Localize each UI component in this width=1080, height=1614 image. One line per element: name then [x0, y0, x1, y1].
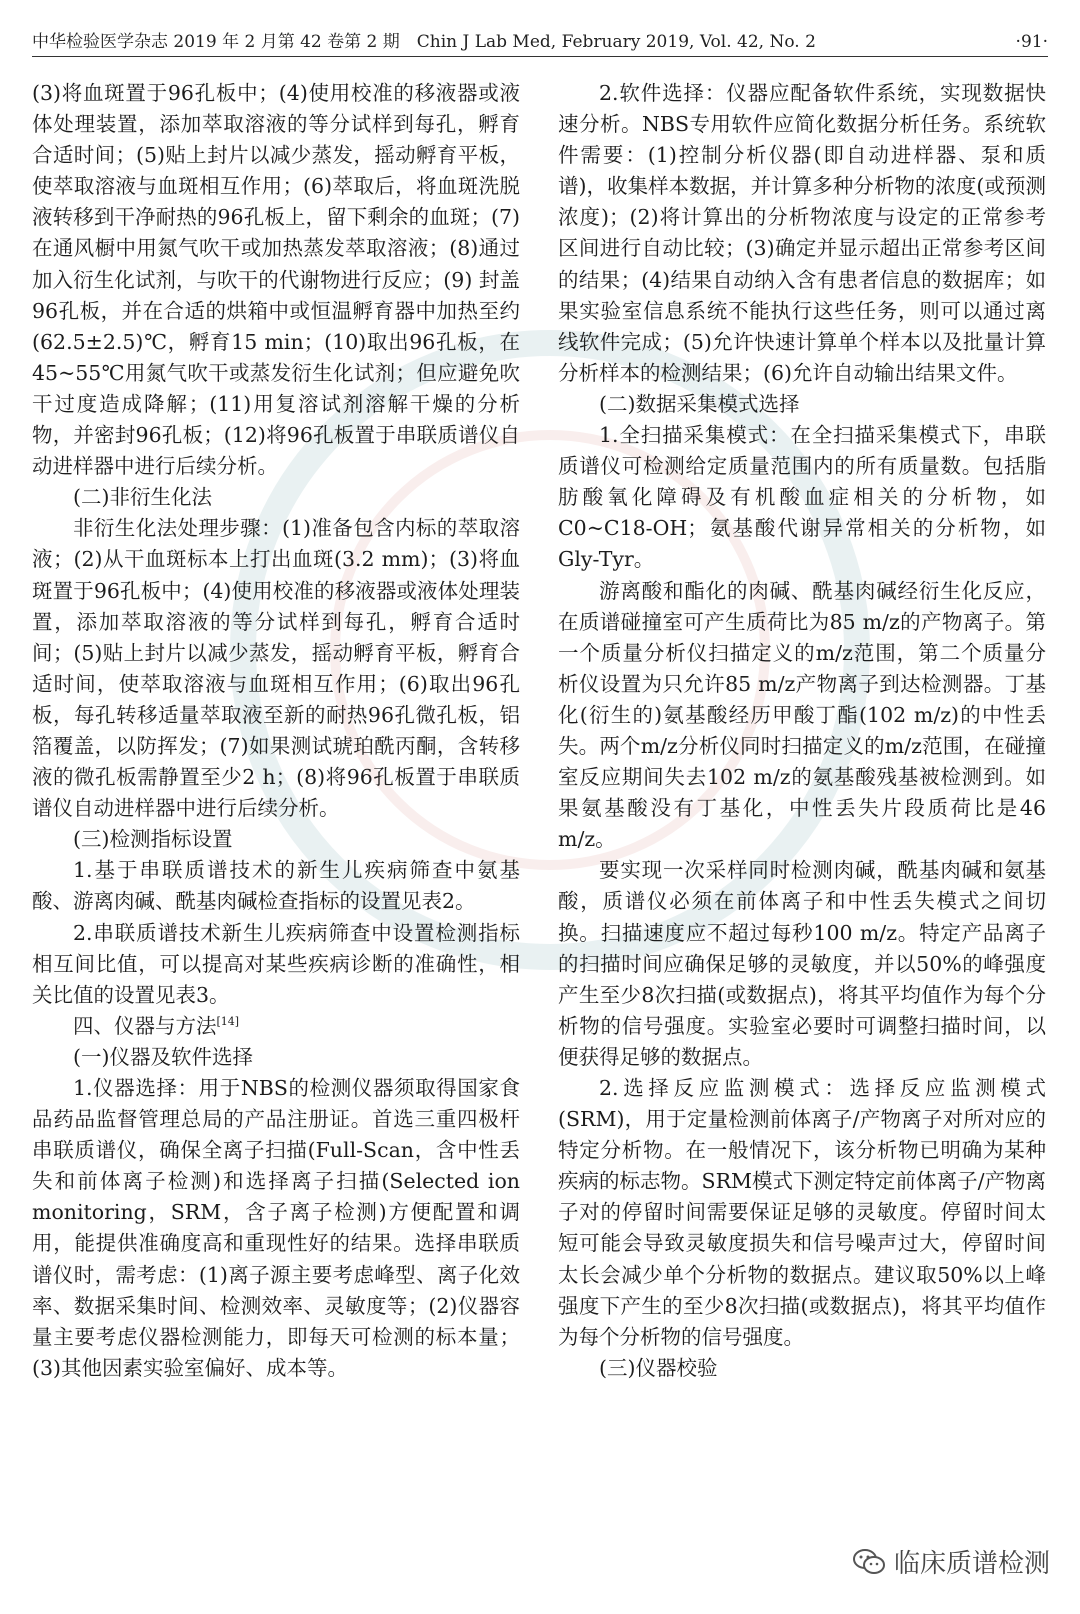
right-column: [558, 78, 1046, 1384]
journal-citation: 中华检验医学杂志 2019 年 2 月第 42 卷第 2 期 Chin J Lab Med, February 2019, Vol. 42, No. 2: [32, 32, 816, 52]
subheading: (三)仪器校验: [599, 1355, 718, 1380]
brand-name: 临床质谱检测: [893, 1549, 1050, 1579]
subheading: (二)非衍生化法: [73, 485, 212, 510]
subheading: (一)仪器及软件选择: [73, 1044, 253, 1069]
wechat-icon: [852, 1547, 886, 1577]
footer-brand[interactable]: [852, 1543, 1050, 1580]
paragraph: 1.全扫描采集模式：在全扫描采集模式下，串联质谱仪可检测给定质量范围内的所有质量数。包括脂肪酸氧化障碍及有机酸血症相关的分析物，如C0~C18-OH；氨基酸代谢异常相关的分析物，如Gly-Tyr。: [558, 423, 1046, 572]
section-heading-text: 四、仪器与方法: [73, 1013, 217, 1038]
citation-ref: [14]: [216, 1014, 240, 1028]
section-heading: [32, 1011, 520, 1042]
paragraph: 2.串联质谱技术新生儿疾病筛查中设置检测指标相互间比值，可以提高对某些疾病诊断的准确性，相关比值的设置见表3。: [32, 920, 520, 1007]
paragraph: (3)将血斑置于96孔板中；(4)使用校准的移液器或液体处理装置，添加萃取溶液的等分试样到每孔，孵育合适时间；(5)贴上封片以减少蒸发，摇动孵育平板，使萃取溶液与血斑相互作用；(6)萃取后，将血斑洗脱液转移到干净耐热的96孔板上，留下剩余的血斑；(7)在通风橱中用氮气吹干或加热蒸发萃取溶液；(8)通过加入衍生化试剂，与吹干的代谢物进行反应；(9) 封盖96孔板，并在合适的烘箱中或恒温孵育器中加热至约(62.5±2.5)℃，孵育15 min；(10)取出96孔板，在45~55℃用氮气吹干或蒸发衍生化试剂；但应避免吹干过度造成降解；(11)用复溶试剂溶解干燥的分析物，并密封96孔板；(12)将96孔板置于串联质谱仪自动进样器中进行后续分析。: [32, 81, 520, 479]
paragraph: 2.软件选择：仪器应配备软件系统，实现数据快速分析。NBS专用软件应简化数据分析任务。系统软件需要：(1)控制分析仪器(即自动进样器、泵和质谱)，收集样本数据，并计算多种分析物的浓度(或预测浓度)；(2)将计算出的分析物浓度与设定的正常参考区间进行自动比较；(3)确定并显示超出正常参考区间的结果；(4)结果自动纳入含有患者信息的数据库；如果实验室信息系统不能执行这些任务，则可以通过离线软件完成；(5)允许快速计算单个样本以及批量计算分析样本的检测结果；(6)允许自动输出结果文件。: [558, 81, 1046, 385]
subheading: (二)数据采集模式选择: [599, 391, 800, 416]
paragraph: 2.选择反应监测模式：选择反应监测模式(SRM)，用于定量检测前体离子/产物离子对所对应的特定分析物。在一般情况下，该分析物已明确为某种疾病的标志物。SRM模式下测定特定前体离子/产物离子对的停留时间需要保证足够的灵敏度。停留时间太短可能会导致灵敏度损失和信号噪声过大，停留时间太长会减少单个分析物的数据点。建议取50%以上峰强度下产生的至少8次扫描(或数据点)，将其平均值作为每个分析物的信号强度。: [558, 1076, 1046, 1349]
left-column: [32, 78, 520, 1384]
running-header: [32, 26, 1048, 57]
paragraph: 要实现一次采样同时检测肉碱，酰基肉碱和氨基酸，质谱仪必须在前体离子和中性丢失模式之间切换。扫描速度应不超过每秒100 m/z。特定产品离子的扫描时间应确保足够的灵敏度，并以50%的峰强度产生至少8次扫描(或数据点)，将其平均值作为每个分析物的信号强度。实验室必要时可调整扫描时间，以便获得足够的数据点。: [558, 858, 1046, 1069]
paragraph: 非衍生化法处理步骤：(1)准备包含内标的萃取溶液；(2)从干血斑标本上打出血斑(3.2 mm)；(3)将血斑置于96孔板中；(4)使用校准的移液器或液体处理装置，添加萃取溶液的等分试样到每孔，孵育合适时间；(5)贴上封片以减少蒸发，摇动孵育平板，孵育合适时间，使萃取溶液与血斑相互作用；(6)取出96孔板，每孔转移适量萃取液至新的耐热96孔微孔板，铝箔覆盖，以防挥发；(7)如果测试琥珀酰丙酮，含转移液的微孔板需静置至少2 h；(8)将96孔板置于串联质谱仪自动进样器中进行后续分析。: [32, 516, 520, 821]
paragraph: 游离酸和酯化的肉碱、酰基肉碱经衍生化反应，在质谱碰撞室可产生质荷比为85 m/z的产物离子。第一个质量分析仪扫描定义的m/z范围，第二个质量分析仪设置为只允许85 m/z产物离子到达检测器。丁基化(衍生的)氨基酸经历甲酸丁酯(102 m/z)的中性丢失。两个m/z分析仪同时扫描定义的m/z范围，在碰撞室反应期间失去102 m/z的氨基酸残基被检测到。如果氨基酸没有丁基化，中性丢失片段质荷比是46 m/z。: [558, 578, 1046, 852]
paragraph: 1.仪器选择：用于NBS的检测仪器须取得国家食品药品监督管理总局的产品注册证。首选三重四极杆串联质谱仪，确保全离子扫描(Full-Scan，含中性丢失和前体离子检测)和选择离子扫描(Selected ion monitoring，SRM，含子离子检测)方便配置和调用，能提供准确度高和重现性好的结果。选择串联质谱仪时，需考虑：(1)离子源主要考虑峰型、离子化效率、数据采集时间、检测效率、灵敏度等；(2)仪器容量主要考虑仪器检测能力，即每天可检测的标本量；(3)其他因素实验室偏好、成本等。: [32, 1076, 520, 1380]
page-number: ·91·: [1015, 32, 1048, 52]
subheading: (三)检测指标设置: [73, 827, 233, 852]
paragraph: 1.基于串联质谱技术的新生儿疾病筛查中氨基酸、游离肉碱、酰基肉碱检查指标的设置见表2。: [32, 858, 520, 914]
